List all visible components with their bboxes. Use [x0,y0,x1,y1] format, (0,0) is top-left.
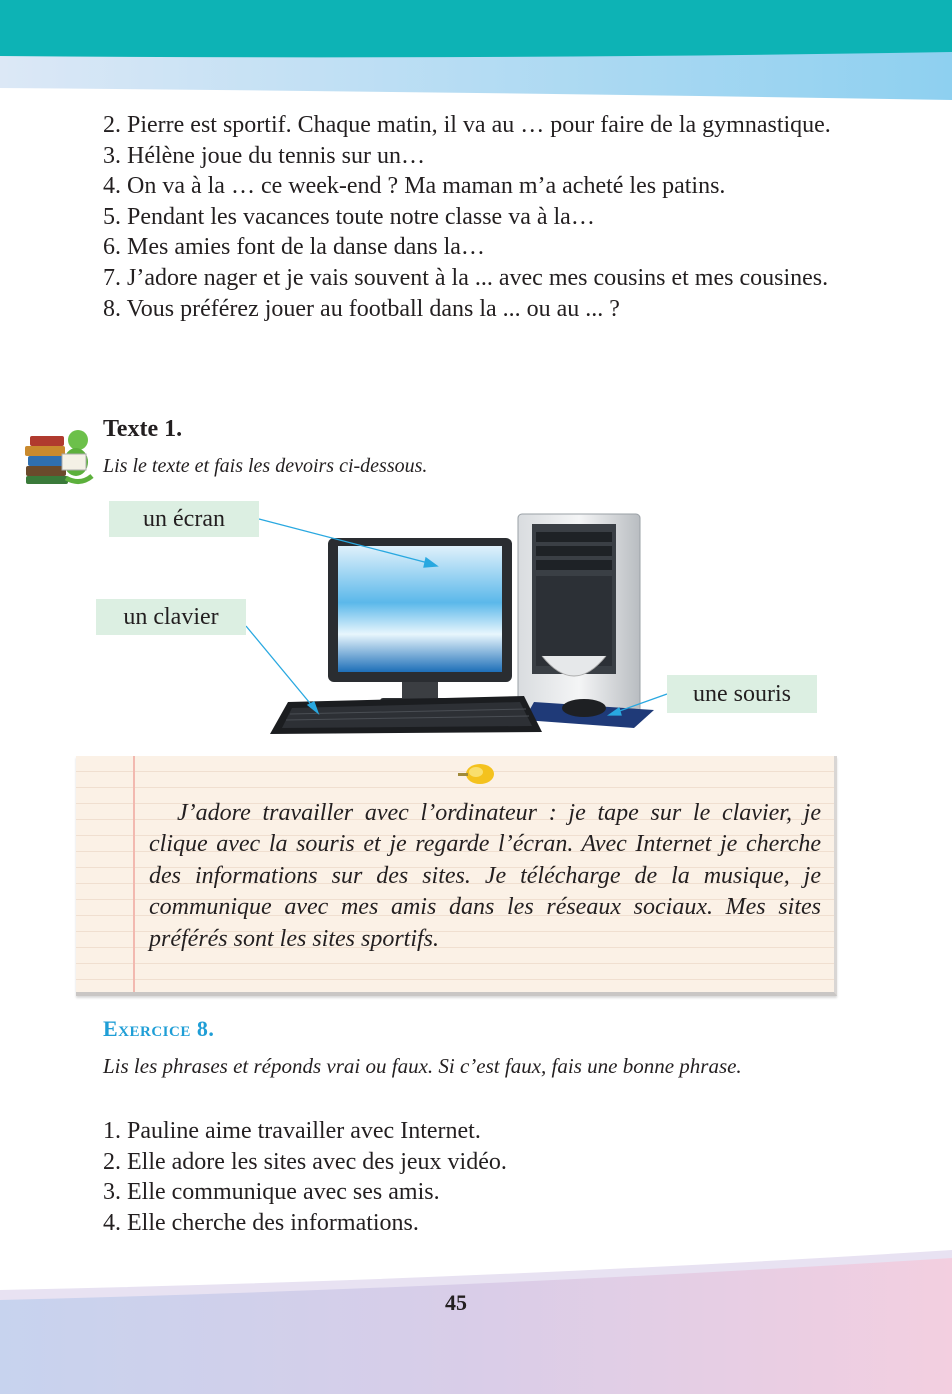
reading-books-icon [22,420,96,488]
pushpin-icon [458,760,498,792]
header-banner [0,0,952,100]
list-item: 3. Elle communique avec ses amis. [103,1179,440,1206]
texte-instruction: Lis le texte et fais les devoirs ci-dessous. [103,455,428,477]
desktop-computer-illustration [262,506,682,746]
list-item: 4. Elle cherche des informations. [103,1209,419,1236]
list-item: 8. Vous préférez jouer au football dans la ... ou au ... ? [103,295,620,322]
reading-text: J’adore travailler avec l’ordinateur : je tape sur le clavier, je clique avec la souris et je regarde l’écran. Avec Internet je cherche des informations sur des sites. Je télécharge de la musique, je communique avec mes amis dans les réseaux sociaux. Mes sites préférés sont les sites sportifs. [149,800,821,952]
list-item: 3. Hélène joue du tennis sur un… [103,142,425,169]
list-item: 6. Mes amies font de la danse dans la… [103,234,485,261]
exercice-list [74,1116,840,1238]
list-item: 2. Elle adore les sites avec des jeux vidéo. [103,1148,507,1175]
fill-in-list [74,110,840,324]
footer-banner [0,1250,952,1394]
label-souris: une souris [667,675,817,713]
list-item: 4. On va à la … ce week-end ? Ma maman m’a acheté les patins. [103,173,726,200]
exercice-title: Exercice 8. [103,1016,215,1041]
label-ecran: un écran [109,501,259,537]
exercice-instruction: Lis les phrases et réponds vrai ou faux. Si c’est faux, fais une bonne phrase. [103,1054,742,1078]
note-margin-line [133,756,135,992]
label-clavier: un clavier [96,599,246,635]
list-item: 2. Pierre est sportif. Chaque matin, il va au … pour faire de la gymnastique. [103,112,831,138]
list-item: 1. Pauline aime travailler avec Internet. [103,1118,481,1144]
list-item: 5. Pendant les vacances toute notre classe va à la… [103,203,595,230]
list-item: 7. J’adore nager et je vais souvent à la ... avec mes cousins et mes cousines. [103,264,829,291]
reading-text-note [76,756,837,996]
page-number: 45 [445,1290,467,1315]
texte-title: Texte 1. [103,416,183,442]
